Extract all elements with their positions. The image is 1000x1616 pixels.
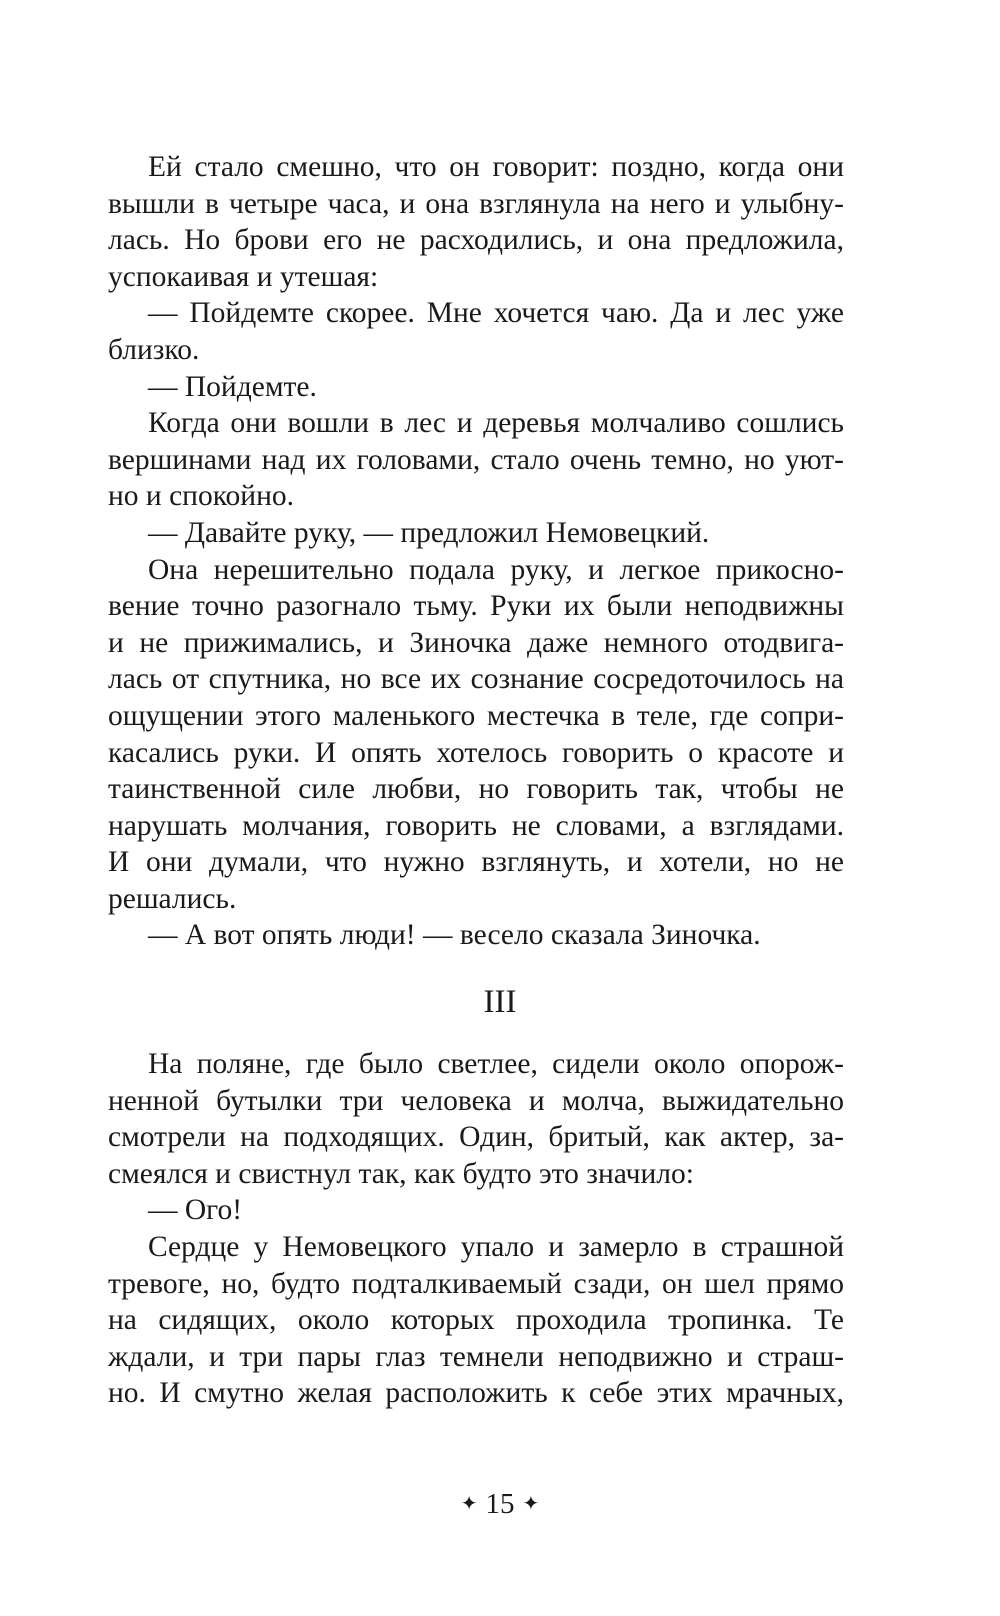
text-line: тревоге, но, будто подталкиваемый сзади, он шел прямо (108, 1267, 844, 1300)
paragraph (108, 369, 844, 406)
text-line: вышли в четыре часа, и она взглянула на него и улыбну- (108, 187, 844, 220)
text-line: касались руки. И опять хотелось говорить о красоте и (108, 736, 844, 769)
text-line: — А вот опять люди! — весело сказала Зиночка. (148, 919, 761, 952)
paragraph (108, 405, 844, 515)
text-line: близко. (108, 333, 200, 366)
text-line: лась. Но брови его не расходились, и она предложила, (108, 224, 844, 257)
text-line: Сердце у Немовецкого упало и замерло в страшной (148, 1230, 844, 1263)
text-line: Ей стало смешно, что он говорит: поздно, когда они (148, 151, 844, 183)
paragraph (108, 1229, 844, 1412)
text-line: вершинами над их головами, стало очень темно, но уют- (108, 443, 844, 476)
text-line: вение точно разогнало тьму. Руки их были неподвижны (108, 590, 844, 623)
text-line: — Ого! (148, 1194, 243, 1227)
ornament-right-icon: ✦ (522, 1493, 540, 1515)
text-line: Когда они вошли в лес и деревья молчаливо сошлись (148, 407, 844, 440)
paragraph (108, 149, 844, 295)
text-line: смеялся и свистнул так, как будто это значило: (108, 1157, 694, 1190)
paragraph (108, 552, 844, 918)
text-line: на сидящих, около которых проходила тропинка. Те (108, 1304, 844, 1337)
paragraph (108, 515, 844, 552)
chapter-heading: III (483, 984, 517, 1020)
body-text-top (108, 149, 844, 954)
text-line: Она нерешительно подала руку, и легкое прикоснo- (148, 553, 844, 586)
paragraph (108, 295, 844, 368)
ornament-left-icon: ✦ (460, 1493, 478, 1515)
text-line: нарушать молчания, говорить не словами, а взглядами. (108, 809, 844, 842)
text-line: но и спокойно. (108, 480, 294, 513)
text-line: — Давайте руку, — предложил Немовецкий. (148, 516, 710, 549)
text-line: — Пойдемте скорее. Мне хочется чаю. Да и лес уже (148, 297, 844, 330)
text-line: ненной бутылки три человека и молча, выжидательно (108, 1084, 844, 1117)
text-line: смотрели на подходящих. Один, бритый, как актер, за- (108, 1121, 844, 1154)
text-line: решались. (108, 882, 237, 915)
text-line: таинственной силе любви, но говорить так, чтобы не (108, 773, 844, 806)
text-line: успокаивая и утешая: (108, 260, 379, 293)
text-line: лась от спутника, но все их сознание сосредоточилось на (108, 663, 844, 696)
body-text-bottom (108, 1046, 844, 1412)
page-footer (0, 1486, 1000, 1522)
paragraph (108, 1192, 844, 1229)
text-line: На поляне, где было светлее, сидели около опорож- (148, 1048, 844, 1080)
text-line: — Пойдемте. (148, 370, 317, 403)
text-line: ощущении этого маленького местечка в теле, где сопри- (108, 699, 844, 732)
text-line: но. И смутно желая расположить к себе этих мрачных, (108, 1377, 844, 1410)
paragraph (108, 917, 844, 954)
paragraph (108, 1046, 844, 1192)
text-line: И они думали, что нужно взглянуть, и хотели, но не (108, 846, 844, 879)
page-number: 15 (485, 1488, 515, 1520)
text-line: и не прижимались, и Зиночка даже немного отодвига- (108, 626, 844, 659)
text-line: ждали, и три пары глаз темнели неподвижно и страш- (108, 1340, 844, 1373)
